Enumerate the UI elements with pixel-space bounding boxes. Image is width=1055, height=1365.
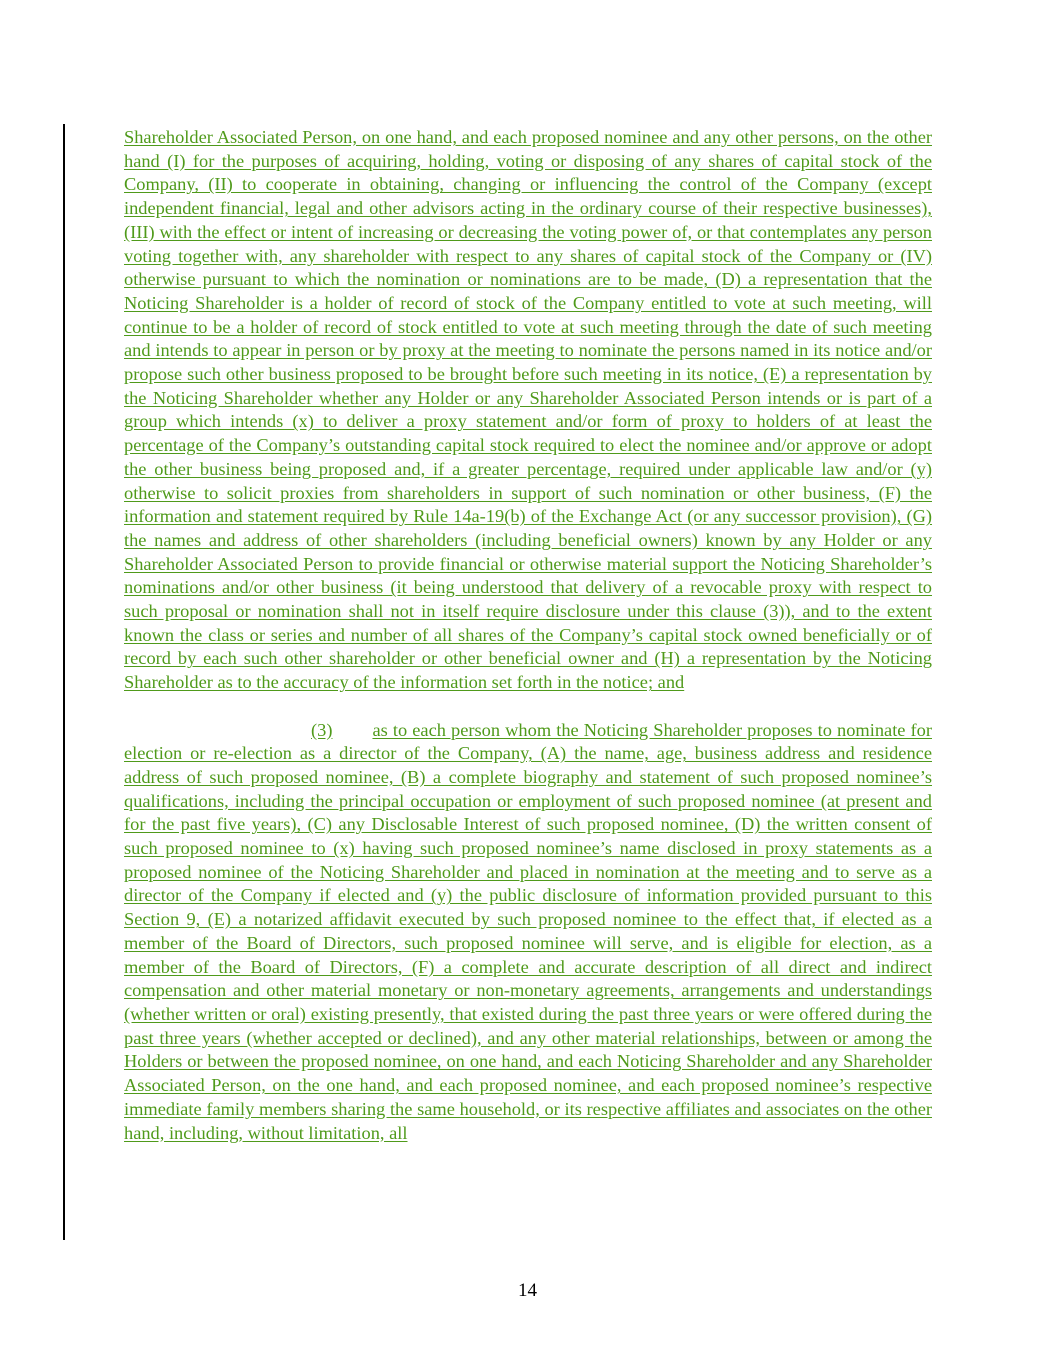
paragraph-continued-clause-2: Shareholder Associated Person, on one hand, and each proposed nominee and any other persons, on the other hand (I) for the purposes of acquiring, holding, voting or disposing of any shares of capital stock of the Company, (II) to cooperate in obtaining, changing or influencing the control of the Company (except independent financial, legal and other advisors acting in the ordinary course of their respective businesses), (III) with the effect or intent of increasing or decreasing the voting power of, or that contemplates any person voting together with, any shareholder with respect to any shares of capital stock of the Company or (IV) otherwise pursuant to which the nomination or nominations are to be made, (D) a representation that the Noticing Shareholder is a holder of record of stock of the Company entitled to vote at such meeting, will continue to be a holder of record of stock entitled to vote at such meeting through the date of such meeting and intends to appear in person or by proxy at the meeting to nominate the persons named in its notice and/or propose such other business proposed to be brought before such meeting in its notice, (E) a representation by the Noticing Shareholder whether any Holder or any Shareholder Associated Person intends or is part of a group which intends (x) to deliver a proxy statement and/or form of proxy to holders of at least the percentage of the Company’s outstanding capital stock required to elect the nominee and/or approve or adopt the other business being proposed and, if a greater percentage, required under applicable law and/or (y) otherwise to solicit proxies from shareholders in support of such nomination or other business, (F) the information and statement required by Rule 14a-19(b) of the Exchange Act (or any successor provision), (G) the names and address of other shareholders (including beneficial owners) known by any Holder or any Shareholder Associated Person to provide financial or otherwise material support the Noticing Shareholder’s nominations and/or other business (it being understood that delivery of a revocable proxy with respect to such proposal or nomination shall not in itself require disclosure under this clause (3)), and to the extent known the class or series and number of all shares of the Company’s capital stock owned beneficially or of record by each such other shareholder or other beneficial owner and (H) a representation by the Noticing Shareholder as to the accuracy of the information set forth in the notice; and <box>124 127 932 693</box>
clause-3-text: as to each person whom the Noticing Shareholder proposes to nominate for election or re-election as a director of the Company, (A) the name, age, business address and residence address of such proposed nominee, (B) a complete biography and statement of such proposed nominee’s qualifications, including the principal occupation or employment of such proposed nominee (at present and for the past five years), (C) any Disclosable Interest of such proposed nominee, (D) the written consent of such proposed nominee to (x) having such proposed nominee’s name disclosed in proxy statements as a proposed nominee of the Noticing Shareholder and placed in nomination at the meeting and to serve as a director of the Company if elected and (y) the public disclosure of information provided pursuant to this Section 9, (E) a notarized affidavit executed by such proposed nominee to the effect that, if elected as a member of the Board of Directors, such proposed nominee will serve, and is eligible for election, as a member of the Board of Directors, (F) a complete and accurate description of all direct and indirect compensation and other material monetary or non-monetary agreements, arrangements and understandings (whether written or oral) existing presently, that existed during the past three years or were offered during the past three years (whether accepted or declined), and any other material relationships, between or among the Holders or between the proposed nominee, on one hand, and each Noticing Shareholder and any Shareholder Associated Person, on the one hand, and each proposed nominee, and each proposed nominee’s respective immediate family members sharing the same household, or its respective affiliates and associates on the other hand, including, without limitation, all <box>124 719 932 1143</box>
paragraph-spacer <box>124 695 932 719</box>
document-body <box>124 126 932 1145</box>
paragraph-clause-3 <box>124 719 932 1146</box>
revision-change-bar <box>63 124 65 1240</box>
page-number: 14 <box>518 1280 537 1301</box>
clause-3-number: (3) <box>311 719 333 740</box>
